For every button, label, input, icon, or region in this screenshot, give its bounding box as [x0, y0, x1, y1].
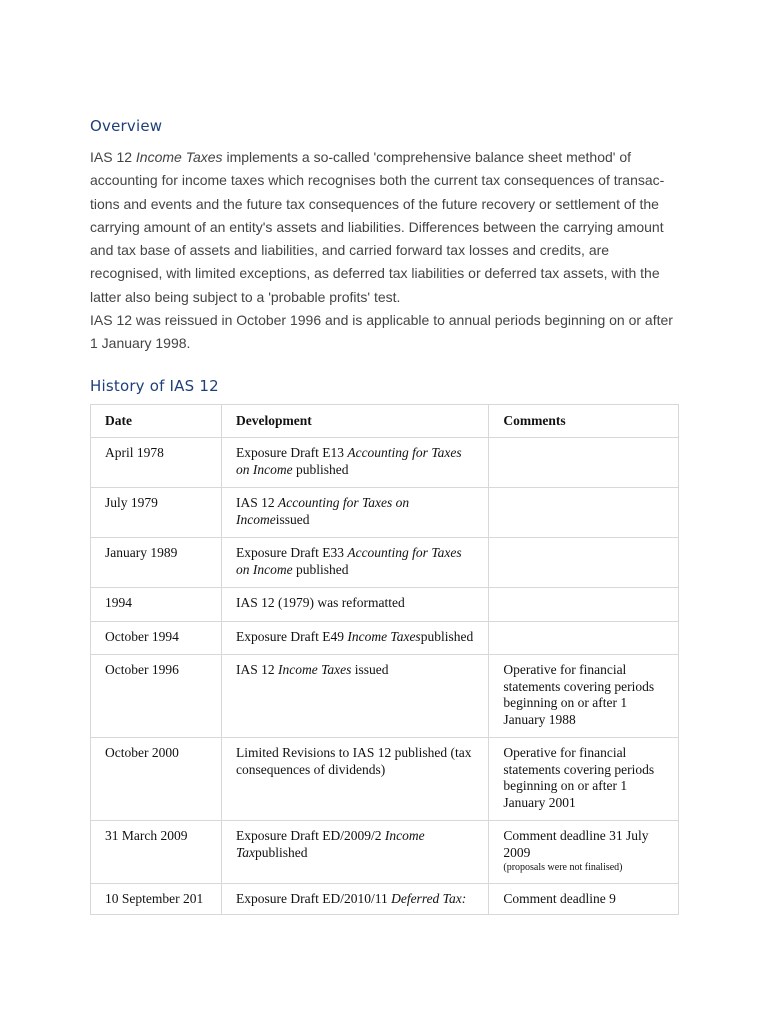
cell-development	[221, 621, 488, 655]
table-row	[91, 738, 679, 821]
history-table-body	[91, 438, 679, 915]
cell-comments	[489, 655, 679, 738]
cell-date: 10 September 201	[91, 884, 222, 915]
history-table	[90, 404, 679, 915]
development-title: Deferred Tax:	[391, 891, 467, 907]
cell-date: 31 March 2009	[91, 821, 222, 884]
cell-development	[221, 738, 488, 821]
development-suffix: published	[420, 628, 474, 644]
development-title: Income Taxes	[347, 628, 421, 644]
development-suffix: issued	[351, 662, 389, 678]
cell-date: October 1996	[91, 655, 222, 738]
cell-development	[221, 655, 488, 738]
para1-body: implements a so-called 'comprehensive balance sheet method' of accounting for income taxes which recognises both the current tax consequences of transac- tions and events and the future tax consequences of the future recovery or settlement of the carrying amount of an entity's assets and liabilities. Differences between the carrying amount and tax base of assets and liabilities, and carried forward tax losses and credits, are recognised, with limited exceptions, as deferred tax liabilities or deferred tax assets, with the latter also being subject to a 'probable profits' test.	[90, 149, 665, 305]
para1-italic-title: Income Taxes	[135, 149, 223, 165]
development-suffix: published	[292, 561, 349, 577]
comment-text: Comment deadline 31 July 2009	[503, 828, 649, 860]
development-text: IAS 12	[235, 662, 278, 678]
table-row	[91, 438, 679, 488]
overview-paragraph-1	[90, 146, 680, 309]
history-heading: History of IAS 12	[90, 376, 219, 395]
development-title: Income Tax	[235, 828, 425, 860]
overview-heading: Overview	[90, 117, 163, 135]
development-text: Exposure Draft E13	[235, 445, 348, 461]
development-title: Accounting for Taxes on Income	[235, 545, 462, 577]
cell-date: October 1994	[91, 621, 222, 655]
comment-text: Comment deadline 9	[503, 891, 616, 907]
development-text: Exposure Draft E33	[235, 545, 348, 561]
development-title: Accounting for Taxes on Income	[235, 445, 462, 477]
cell-development	[221, 488, 488, 538]
cell-date: January 1989	[91, 538, 222, 588]
document-page	[90, 116, 680, 915]
table-row	[91, 821, 679, 884]
cell-development	[221, 438, 488, 488]
cell-development	[221, 588, 488, 622]
cell-comments	[489, 738, 679, 821]
column-header-development: Development	[221, 404, 488, 438]
cell-comments	[489, 884, 679, 915]
table-row	[91, 621, 679, 655]
cell-development	[221, 538, 488, 588]
para1-lead: IAS 12	[90, 149, 136, 165]
comment-note: (proposals were not finalised)	[503, 862, 623, 874]
development-text: IAS 12 (1979) was reformatted	[235, 595, 405, 611]
cell-date: October 2000	[91, 738, 222, 821]
development-suffix: issued	[275, 511, 310, 527]
cell-comments	[489, 821, 679, 884]
development-text: Limited Revisions to IAS 12 published (tax consequences of dividends)	[235, 745, 472, 777]
cell-development	[221, 884, 488, 915]
table-row	[91, 488, 679, 538]
table-header-row	[91, 404, 679, 438]
development-text: IAS 12	[235, 495, 278, 511]
development-text: Exposure Draft ED/2009/2	[235, 828, 385, 844]
development-suffix: published	[292, 461, 349, 477]
development-title: Income Taxes	[278, 662, 352, 678]
development-suffix: published	[255, 844, 308, 860]
cell-date: 1994	[91, 588, 222, 622]
table-row	[91, 588, 679, 622]
table-row	[91, 655, 679, 738]
cell-date: April 1978	[91, 438, 222, 488]
development-text: Exposure Draft E49	[235, 628, 348, 644]
column-header-date: Date	[91, 404, 222, 438]
overview-paragraph-2: IAS 12 was reissued in October 1996 and is applicable to annual periods beginning on or after 1 January 1998.	[90, 312, 673, 352]
cell-comments	[489, 538, 679, 588]
cell-comments	[489, 621, 679, 655]
column-header-comments: Comments	[489, 404, 679, 438]
table-row	[91, 538, 679, 588]
comment-text: Operative for financial statements covering periods beginning on or after 1 January 2001	[503, 745, 655, 810]
cell-development	[221, 821, 488, 884]
development-title: Accounting for Taxes on Income	[235, 495, 410, 527]
comment-text: Operative for financial statements covering periods beginning on or after 1 January 1988	[503, 662, 655, 727]
table-row	[91, 884, 679, 915]
development-text: Exposure Draft ED/2010/11	[235, 891, 392, 907]
cell-comments	[489, 488, 679, 538]
cell-comments	[489, 588, 679, 622]
cell-date: July 1979	[91, 488, 222, 538]
cell-comments	[489, 438, 679, 488]
